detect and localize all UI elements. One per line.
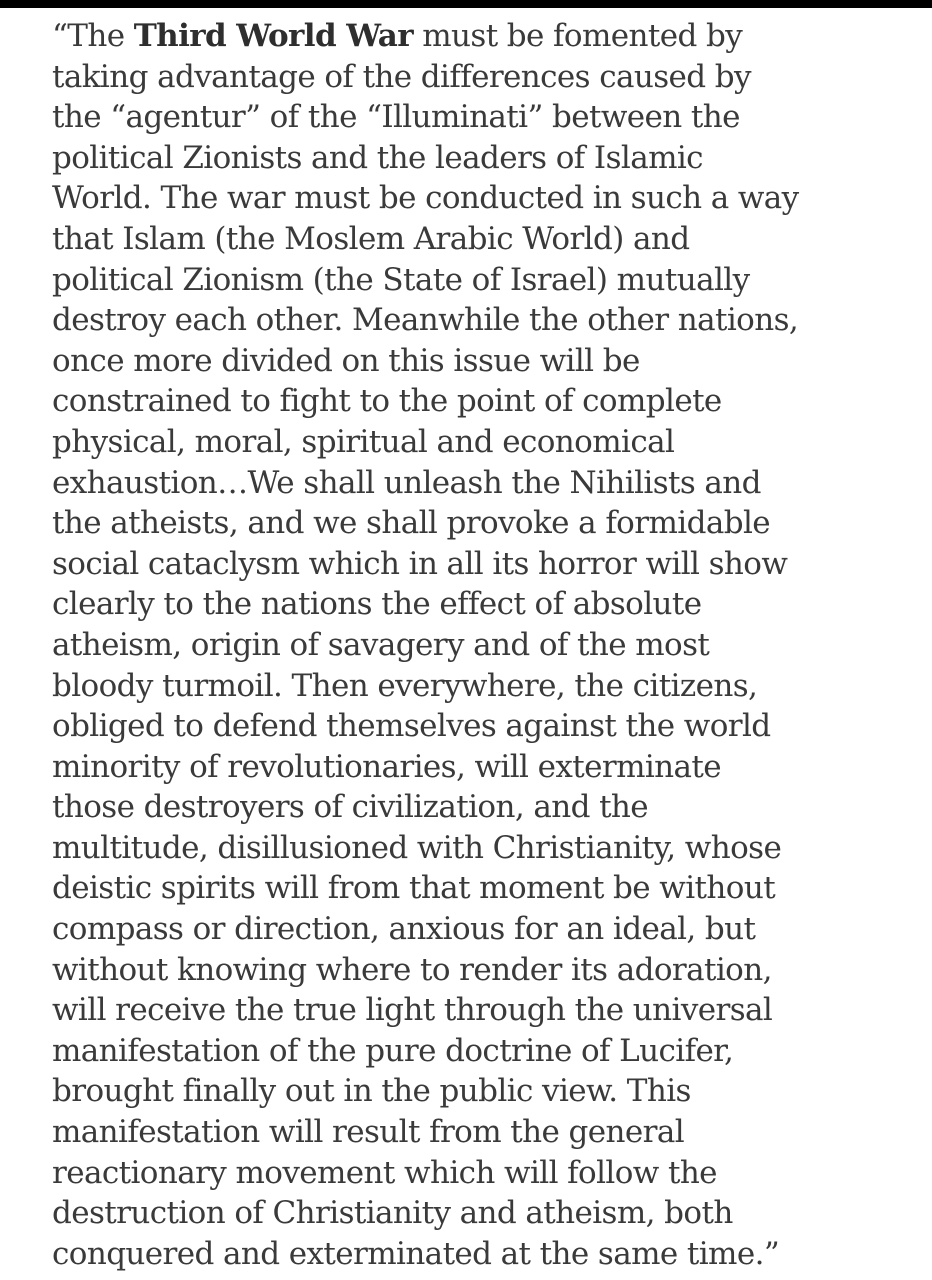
quote-line: reactionary movement which will follow the (52, 1154, 717, 1191)
quote-line: the “agentur” of the “Illuminati” between the (52, 99, 740, 136)
quote-line: that Islam (the Moslem Arabic World) and (52, 220, 690, 257)
quote-line: constrained to fight to the point of complete (52, 383, 722, 420)
quote-line: political Zionism (the State of Israel) mutually (52, 261, 750, 298)
quote-line: obliged to defend themselves against the world (52, 708, 771, 745)
bold-phrase: Third World War (133, 18, 413, 54)
quote-line: will receive the true light through the universal (52, 992, 773, 1029)
quote-line: physical, moral, spiritual and economical (52, 423, 675, 460)
quote-line: atheism, origin of savagery and of the most (52, 626, 710, 663)
quote-line: the atheists, and we shall provoke a formidable (52, 505, 771, 542)
quote-line-start: “The (52, 18, 134, 54)
quote-line: conquered and exterminated at the same time.” (52, 1235, 780, 1272)
quote-line: minority of revolutionaries, will exterminate (52, 748, 722, 785)
quote-line: once more divided on this issue will be (52, 342, 640, 379)
quote-line: political Zionists and the leaders of Islamic (52, 139, 703, 176)
quote-line: destroy each other. Meanwhile the other nations, (52, 302, 799, 339)
quote-line: compass or direction, anxious for an ideal, but (52, 911, 756, 948)
quote-line: taking advantage of the differences caused by (52, 58, 751, 95)
quote-line: without knowing where to render its adoration, (52, 951, 772, 988)
quote-text (52, 16, 922, 1274)
top-bar (0, 0, 932, 8)
quote-line: bloody turmoil. Then everywhere, the citizens, (52, 667, 758, 704)
quote-line: those destroyers of civilization, and the (52, 789, 649, 826)
quote-line: multitude, disillusioned with Christianity, whose (52, 829, 782, 866)
quote-line: exhaustion…We shall unleash the Nihilists and (52, 464, 761, 501)
quote-line: deistic spirits will from that moment be without (52, 870, 776, 907)
quote-line: clearly to the nations the effect of absolute (52, 586, 702, 623)
quote-line: social cataclysm which in all its horror will show (52, 545, 788, 582)
quote-line: brought finally out in the public view. This (52, 1073, 691, 1110)
quote-line (52, 16, 922, 57)
quote-line: destruction of Christianity and atheism, both (52, 1195, 733, 1232)
quote-line: World. The war must be conducted in such a way (52, 180, 799, 217)
quote-line-end: must be fomented by (412, 18, 743, 54)
quote-line: manifestation of the pure doctrine of Lucifer, (52, 1032, 734, 1069)
quote-line: manifestation will result from the general (52, 1114, 685, 1151)
